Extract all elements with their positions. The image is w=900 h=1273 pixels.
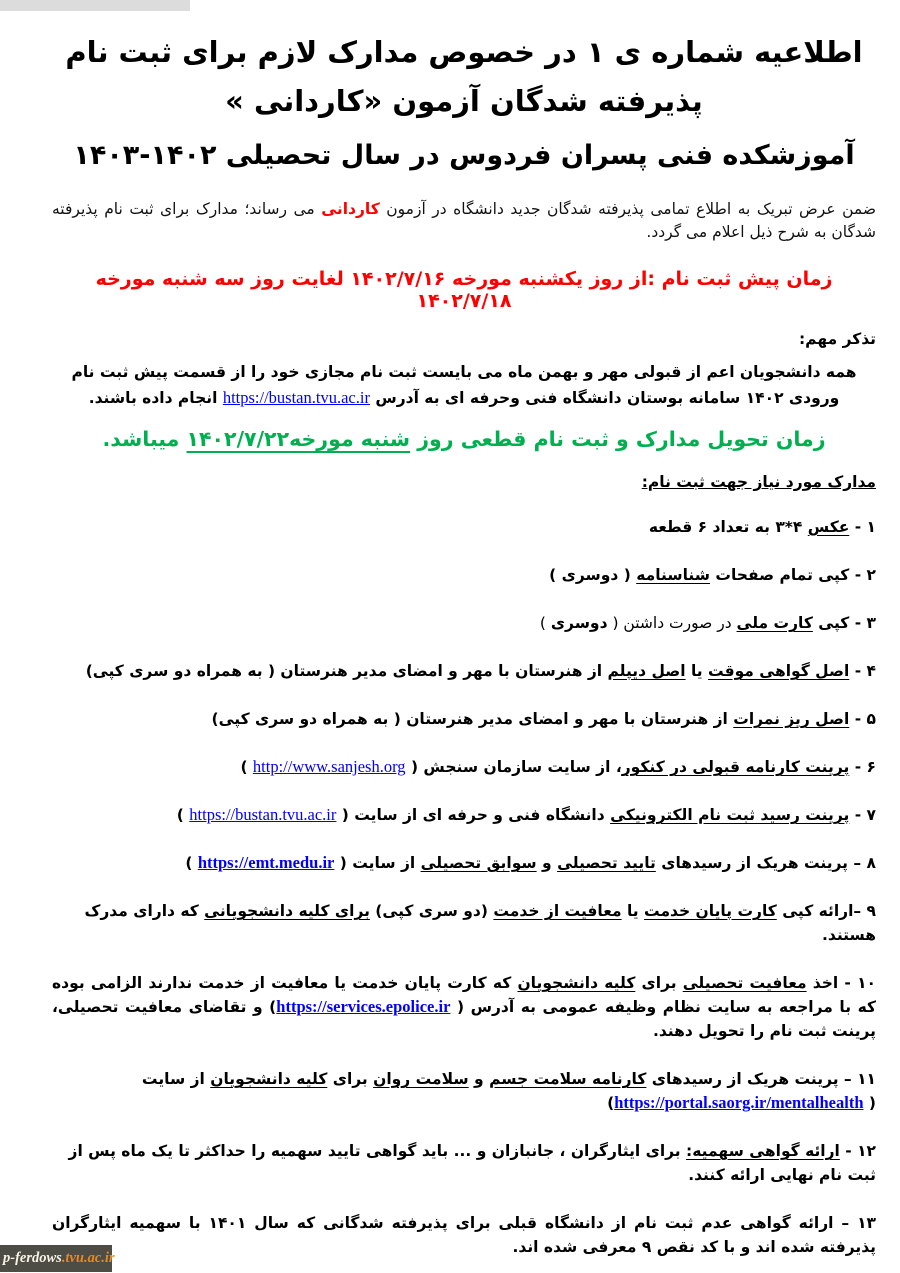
scan-artifact — [0, 0, 190, 11]
final-registration-text-pre: زمان تحویل مدارک و ثبت نام قطعی روز — [410, 427, 826, 451]
sanjesh-link[interactable]: http://www.sanjesh.org — [252, 757, 406, 776]
doc-item-1-number: ۱ - — [849, 518, 876, 536]
doc-item-10 — [52, 971, 876, 1043]
bustan-link[interactable]: https://bustan.tvu.ac.ir — [222, 388, 370, 407]
doc-item-8-text2: از سایت ( — [334, 854, 421, 872]
doc-item-5 — [52, 707, 876, 731]
doc-item-5-number: ۵ - — [849, 710, 876, 728]
doc-item-11-text: و — [468, 1070, 490, 1088]
doc-item-7-number: ۷ - — [849, 806, 876, 824]
doc-item-11-underlined: کارنامه سلامت جسم — [489, 1070, 647, 1088]
page-title-line1: اطلاعیه شماره ی ۱ در خصوص مدارک لازم برای ثبت نام — [65, 35, 863, 69]
doc-item-12-number: ۱۲ - — [839, 1142, 876, 1160]
doc-item-8-text3: ) — [185, 854, 198, 872]
doc-item-6-number: ۶ - — [849, 758, 876, 776]
intro-paragraph — [52, 198, 876, 244]
saorg-mentalhealth-link[interactable]: https://portal.saorg.ir/mentalhealth — [614, 1093, 864, 1112]
doc-item-13-text: ۱۳ – ارائه گواهی عدم ثبت نام از دانشگاه قبلی برای پذیرفته شدگانی که سال ۱۴۰۱ با سهمیه ایثارگران پذیرفته شده اند و با کد نقص ۹ معرفی شده اند. — [52, 1214, 877, 1256]
epolice-link[interactable]: https://services.epolice.ir — [276, 997, 451, 1016]
doc-item-2-text2: ( دوسری ) — [549, 566, 637, 584]
doc-item-1 — [52, 515, 876, 539]
doc-item-9 — [52, 899, 876, 947]
final-registration-date: شنبه مورخه۱۴۰۲/۷/۲۲ — [186, 427, 411, 451]
photo-size-value: ۳*۴ — [775, 518, 803, 536]
doc-item-11-text2: برای — [327, 1070, 374, 1088]
final-registration-date-line — [52, 427, 876, 451]
doc-item-4-underlined2: اصل دیپلم — [607, 662, 686, 680]
doc-item-10-underlined: معافیت تحصیلی — [682, 974, 807, 992]
doc-item-8-text: و — [536, 854, 558, 872]
doc-item-3 — [52, 611, 876, 635]
doc-item-9-underlined3: برای کلیه دانشجویانی — [204, 902, 370, 920]
important-note-label: تذکر مهم: — [798, 330, 876, 348]
doc-item-10-text: برای — [635, 974, 683, 992]
doc-item-9-underlined: کارت پایان خدمت — [644, 902, 777, 920]
page-title — [52, 28, 876, 176]
doc-item-5-underlined: اصل ریز نمرات — [733, 710, 850, 728]
doc-item-2 — [52, 563, 876, 587]
doc-item-1-text: به تعداد ۶ قطعه — [648, 518, 776, 536]
doc-item-3-text3: ) — [539, 614, 551, 632]
doc-item-1-underlined: عکس — [807, 518, 850, 536]
doc-item-12 — [52, 1139, 876, 1187]
doc-item-10-text3: ) و تقاضای معافیت تحصیلی، پرینت ثبت نام را تحویل دهند. — [52, 998, 876, 1040]
doc-item-9-text3: که دارای مدرک هستند. — [84, 902, 876, 944]
doc-item-9-text2: (دو سری کپی) — [369, 902, 494, 920]
virtual-registration-paragraph — [52, 360, 876, 411]
doc-item-4-number: ۴ - — [849, 662, 876, 680]
doc-item-9-number: ۹ –ارائه کپی — [776, 902, 876, 920]
virtual-registration-text-pre: همه دانشجویان اعم از قبولی مهر و بهمن ماه می بایست ثبت نام مجازی خود را از قسمت پیش ثبت نام ورودی ۱۴۰۲ سامانه بوستان دانشگاه فنی وحرفه ای به آدرس — [71, 363, 857, 407]
doc-item-10-text2: که کارت پایان خدمت یا معافیت از خدمت ندارند الزامی بوده که با مراجعه به سایت نظام وظیفه عمومی به آدرس ( — [52, 974, 876, 1016]
doc-item-9-text: یا — [621, 902, 645, 920]
emt-medu-link[interactable]: https://emt.medu.ir — [197, 853, 335, 872]
doc-item-4 — [52, 659, 876, 683]
doc-item-13 — [52, 1211, 876, 1259]
doc-item-11-underlined2: سلامت روان — [373, 1070, 469, 1088]
doc-item-11 — [52, 1067, 876, 1115]
doc-item-2-underlined: شناسنامه — [636, 566, 710, 584]
doc-item-6-underlined: پرینت کارنامه قبولی در کنکور — [621, 758, 850, 776]
doc-item-8-number: ۸ – پرینت هریک از رسیدهای — [655, 854, 876, 872]
doc-item-12-underlined: ارائه گواهی سهمیه: — [686, 1142, 840, 1160]
doc-item-9-underlined2: معافیت از خدمت — [493, 902, 622, 920]
doc-item-11-underlined3: کلیه دانشجویان — [210, 1070, 328, 1088]
doc-item-4-text2: از هنرستان با مهر و امضای مدیر هنرستان ( به همراه دو سری کپی) — [85, 662, 608, 680]
doc-item-7-underlined: پرینت رسید ثبت نام الکترونیکی — [610, 806, 850, 824]
doc-item-4-underlined: اصل گواهی موقت — [708, 662, 850, 680]
kardani-highlight: کاردانی — [321, 200, 380, 218]
doc-item-10-underlined2: کلیه دانشجویان — [517, 974, 636, 992]
doc-item-11-paren-open: ( — [863, 1094, 876, 1112]
doc-item-11-paren-close: ) — [607, 1094, 615, 1112]
doc-item-4-text: یا — [685, 662, 709, 680]
pre-registration-period: زمان پیش ثبت نام :از روز یکشنبه مورخه ۱۴۰۲/۷/۱۶ لغایت روز سه شنبه مورخه ۱۴۰۲/۷/۱۸ — [95, 268, 833, 312]
doc-item-7 — [52, 803, 876, 827]
site-watermark-bar — [0, 1245, 115, 1272]
site-watermark-name: p-ferdows — [3, 1250, 62, 1266]
site-watermark-domain: .tvu.ac.ir — [61, 1250, 115, 1266]
doc-item-8-underlined2: سوابق تحصیلی — [420, 854, 537, 872]
doc-item-3-underlined: کارت ملی — [736, 614, 813, 632]
doc-item-2-text: ۲ - کپی تمام صفحات — [710, 566, 876, 584]
page-title-line2: پذیرفته شدگان آزمون «کاردانی » — [225, 84, 703, 118]
doc-item-5-text: از هنرستان با مهر و امضای مدیر هنرستان ( به همراه دو سری کپی) — [211, 710, 734, 728]
doc-item-11-number: ۱۱ – پرینت هریک از رسیدهای — [646, 1070, 876, 1088]
doc-item-12-text: برای ایثارگران ، جانبازان و ... باید گواهی تایید سهمیه را حداکثر تا یک ماه پس از ثبت نام نهایی ارائه کنند. — [68, 1142, 876, 1184]
final-registration-text-post: میباشد. — [102, 427, 187, 451]
intro-text-pre: ضمن عرض تبریک به اطلاع تمامی پذیرفته شدگان جدید دانشگاه در آزمون — [379, 200, 876, 218]
doc-item-7-text: دانشگاه فنی و حرفه ای از سایت ( — [336, 806, 611, 824]
intro-text-post: می رساند؛ مدارک برای ثبت نام پذیرفته شدگان به شرح ذیل اعلام می گردد. — [52, 200, 876, 241]
doc-item-3-bold: دوسری — [550, 614, 608, 632]
virtual-registration-text-post: انجام داده باشند. — [88, 389, 223, 407]
doc-item-6-text2: ) — [240, 758, 253, 776]
doc-item-6 — [52, 755, 876, 779]
doc-item-8-underlined: تایید تحصیلی — [557, 854, 656, 872]
doc-item-3-text: ۳ - کپی — [812, 614, 876, 632]
doc-item-10-number: ۱۰ - اخذ — [806, 974, 876, 992]
doc-item-3-text2: در صورت داشتن ( — [607, 614, 737, 632]
page-title-line3-institute: آموزشکده فنی پسران فردوس در سال تحصیلی ۱۴۰۲-۱۴۰۳ — [73, 140, 855, 171]
bustan-receipt-link[interactable]: https://bustan.tvu.ac.ir — [189, 805, 337, 824]
doc-item-7-text2: ) — [176, 806, 190, 824]
doc-item-8 — [52, 851, 876, 875]
document-content — [0, 28, 900, 1259]
required-docs-header: مدارک مورد نیاز جهت ثبت نام: — [641, 473, 876, 491]
doc-item-6-text: ، از سایت سازمان سنجش ( — [405, 758, 622, 776]
doc-item-11-text3: از سایت — [141, 1070, 211, 1088]
